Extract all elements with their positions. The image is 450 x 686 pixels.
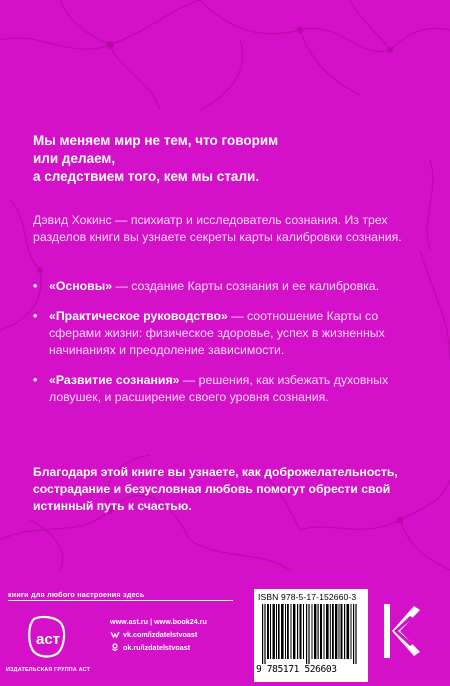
isbn-number: ISBN 978-5-17-152660-3	[258, 592, 357, 602]
bullet-icon: •	[33, 309, 38, 323]
sites-link[interactable]	[110, 615, 250, 628]
barcode-panel	[254, 589, 368, 682]
epigraph-quote	[33, 132, 423, 186]
section-title: «Практическое руководство»	[49, 309, 228, 323]
sections-list	[33, 278, 425, 419]
ean-number: 9 785171 526603	[256, 664, 337, 675]
list-item	[33, 278, 425, 295]
vk-icon	[110, 630, 120, 639]
publisher-group-label: ИЗДАТЕЛЬСКАЯ ГРУППА АСТ	[6, 667, 91, 673]
quote-line: или делаем,	[33, 151, 116, 166]
ok-link[interactable]	[110, 641, 250, 654]
section-description: — соотношение Карты со сферами жизни: физическое здоровье, успех в жизненных начинаниях и преодоление зависимости.	[49, 309, 385, 357]
barcode	[262, 604, 360, 664]
vk-text: vk.com/izdatelstvoast	[123, 630, 198, 639]
list-item	[33, 308, 425, 359]
vk-link[interactable]	[110, 628, 250, 641]
author-intro: Дэвид Хокинс — психиатр и исследователь сознания. Из трех разделов книги вы узнаете секреты карты калибровки сознания.	[33, 213, 402, 244]
section-description: — решения, как избежать духовных ловушек, и расширение своего уровня сознания.	[49, 373, 389, 404]
ast-logo	[28, 615, 68, 661]
quote-line: а следствием того, кем мы стали.	[33, 169, 260, 184]
section-description: — создание Карты сознания и ее калибровка.	[112, 279, 380, 293]
ok-icon	[110, 643, 120, 652]
bullet-icon: •	[33, 373, 38, 387]
k-publisher-logo	[380, 596, 426, 666]
ast-logo-text: аст	[35, 631, 61, 648]
publisher-links	[110, 615, 250, 654]
closing-paragraph: Благодаря этой книге вы узнаете, как доброжелательность, сострадание и безусловная любовь помогут обрести свой истинный путь к счастью.	[33, 465, 398, 513]
section-title: «Основы»	[49, 279, 113, 293]
ok-text: ok.ru/izdatelstvoast	[123, 643, 191, 652]
quote-line: Мы меняем мир не тем, что говорим	[33, 133, 279, 148]
section-title: «Развитие сознания»	[49, 373, 180, 387]
bullet-icon: •	[33, 279, 38, 293]
footer-divider	[8, 600, 233, 601]
footer-tagline: книги для любого настроения здесь	[8, 590, 145, 599]
list-item	[33, 372, 425, 406]
sites-text: www.ast.ru | www.book24.ru	[110, 617, 207, 626]
